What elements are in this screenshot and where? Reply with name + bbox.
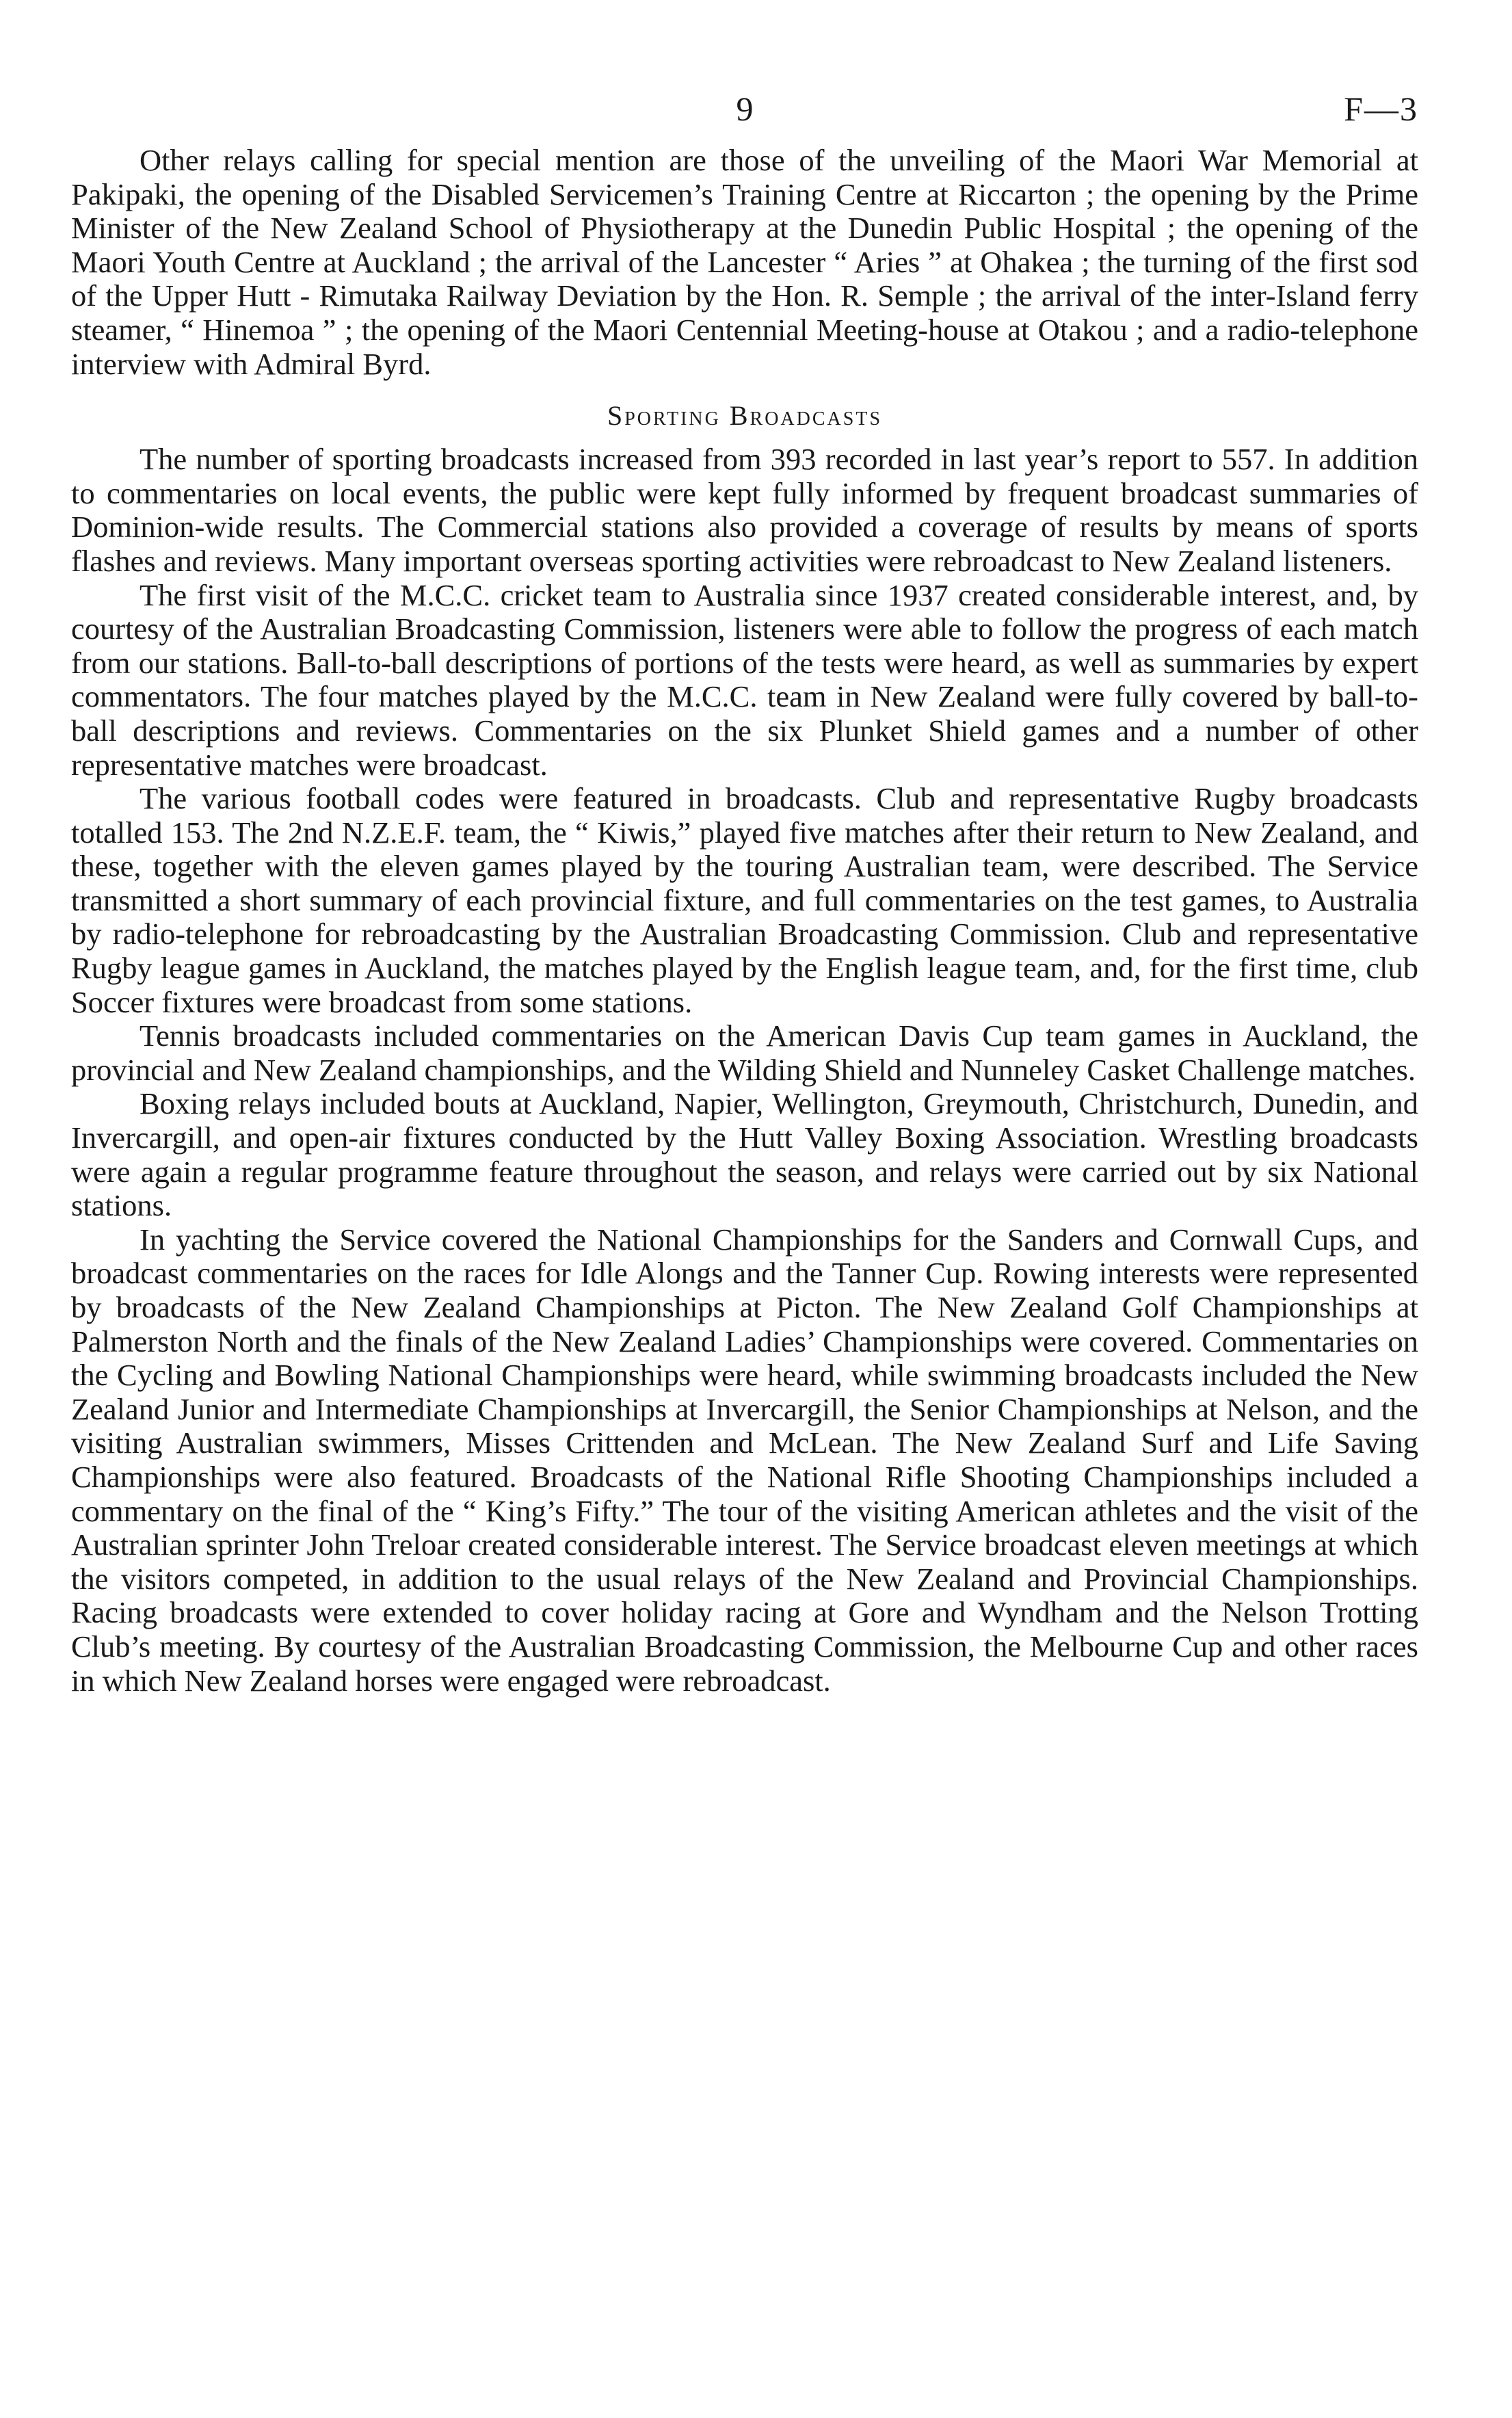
section-heading-sporting-broadcasts: Sporting Broadcasts — [607, 400, 883, 432]
document-page — [71, 82, 1418, 1698]
intro-paragraph: Other relays calling for special mention are those of the unveiling of the Maori War Memorial at Pakipaki, the opening of the Disabled Servicemen’s Training Centre at Riccarton ; the opening by the Prime Minister of the New Zealand School of Physiotherapy at the Dunedin Public Hospital ; the opening of the Maori Youth Centre at Auckland ; the arrival of the Lancester “ Aries ” at Ohakea ; the turning of the first sod of the Upper Hutt - Rimutaka Railway Deviation by the Hon. R. Semple ; the arrival of the inter-Island ferry steamer, “ Hinemoa ” ; the opening of the Maori Centennial Meeting-house at Otakou ; and a radio-telephone interview with Admiral Byrd. — [71, 143, 1418, 381]
body-paragraph: The first visit of the M.C.C. cricket team to Australia since 1937 created considerable interest, and, by courtesy of the Australian Broadcasting Commission, listeners were able to follow the progress of each match from our stations. Ball-to-ball descriptions of portions of the tests were heard, as well as summaries by expert commentators. The four matches played by the M.C.C. team in New Zealand were fully covered by ball-to-ball descriptions and reviews. Commentaries on the six Plunket Shield games and a number of other representative matches were broadcast. — [71, 577, 1418, 782]
page-number: 9 — [736, 90, 754, 128]
body-paragraph: In yachting the Service covered the National Championships for the Sanders and Cornwall Cups, and broadcast commentaries on the races for Idle Alongs and the Tanner Cup. Rowing interests were represented by broadcasts of the New Zealand Championships at Picton. The New Zealand Golf Championships at Palmerston North and the finals of the New Zealand Ladies’ Championships were covered. Commentaries on the Cycling and Bowling National Championships were heard, while swimming broadcasts included the New Zealand Junior and Intermediate Championships at Invercargill, the Senior Championships at Nelson, and the visiting Australian swimmers, Misses Crittenden and McLean. The New Zealand Surf and Life Saving Championships were also featured. Broadcasts of the National Rifle Shooting Championships included a commentary on the final of the “ King’s Fifty.” The tour of the visiting American athletes and the visit of the Australian sprinter John Treloar created considerable interest. The Service broadcast eleven meetings at which the visitors competed, in addition to the usual relays of the New Zealand and Provincial Championships. Racing broadcasts were extended to cover holiday racing at Gore and Wyndham and the Nelson Trotting Club’s meeting. By courtesy of the Australian Broadcasting Commission, the Melbourne Cup and other races in which New Zealand horses were engaged were rebroadcast. — [71, 1222, 1418, 1698]
body-paragraph: Boxing relays included bouts at Auckland, Napier, Wellington, Greymouth, Christchurch, Dunedin, and Invercargill, and open-air fixtures conducted by the Hutt Valley Boxing Association. Wrestling broadcasts were again a regular programme feature throughout the season, and relays were carried out by six National stations. — [71, 1086, 1418, 1223]
page-header — [71, 82, 1418, 144]
body-paragraph: Tennis broadcasts included commentaries on the American Davis Cup team games in Auckland, the provincial and New Zealand championships, and the Wilding Shield and Nunneley Casket Challenge matches. — [71, 1019, 1418, 1087]
body-paragraph: The various football codes were featured in broadcasts. Club and representative Rugby broadcasts totalled 153. The 2nd N.Z.E.F. team, the “ Kiwis,” played five matches after their return to New Zealand, and these, together with the eleven games played by the touring Australian team, were described. The Service transmitted a short summary of each provincial fixture, and full commentaries on the test games, to Australia by radio-telephone for rebroadcasting by the Australian Broadcasting Commission. Club and representative Rugby league games in Auckland, the matches played by the English league team, and, for the first time, club Soccer fixtures were broadcast from some stations. — [71, 781, 1418, 1019]
body-paragraph: The number of sporting broadcasts increased from 393 recorded in last year’s report to 557. In addition to commentaries on local events, the public were kept fully informed by frequent broadcast summaries of Dominion-wide results. The Commercial stations also provided a coverage of results by means of sports flashes and reviews. Many important overseas sporting activities were rebroadcast to New Zealand listeners. — [71, 442, 1418, 578]
document-reference: F—3 — [1344, 90, 1418, 128]
